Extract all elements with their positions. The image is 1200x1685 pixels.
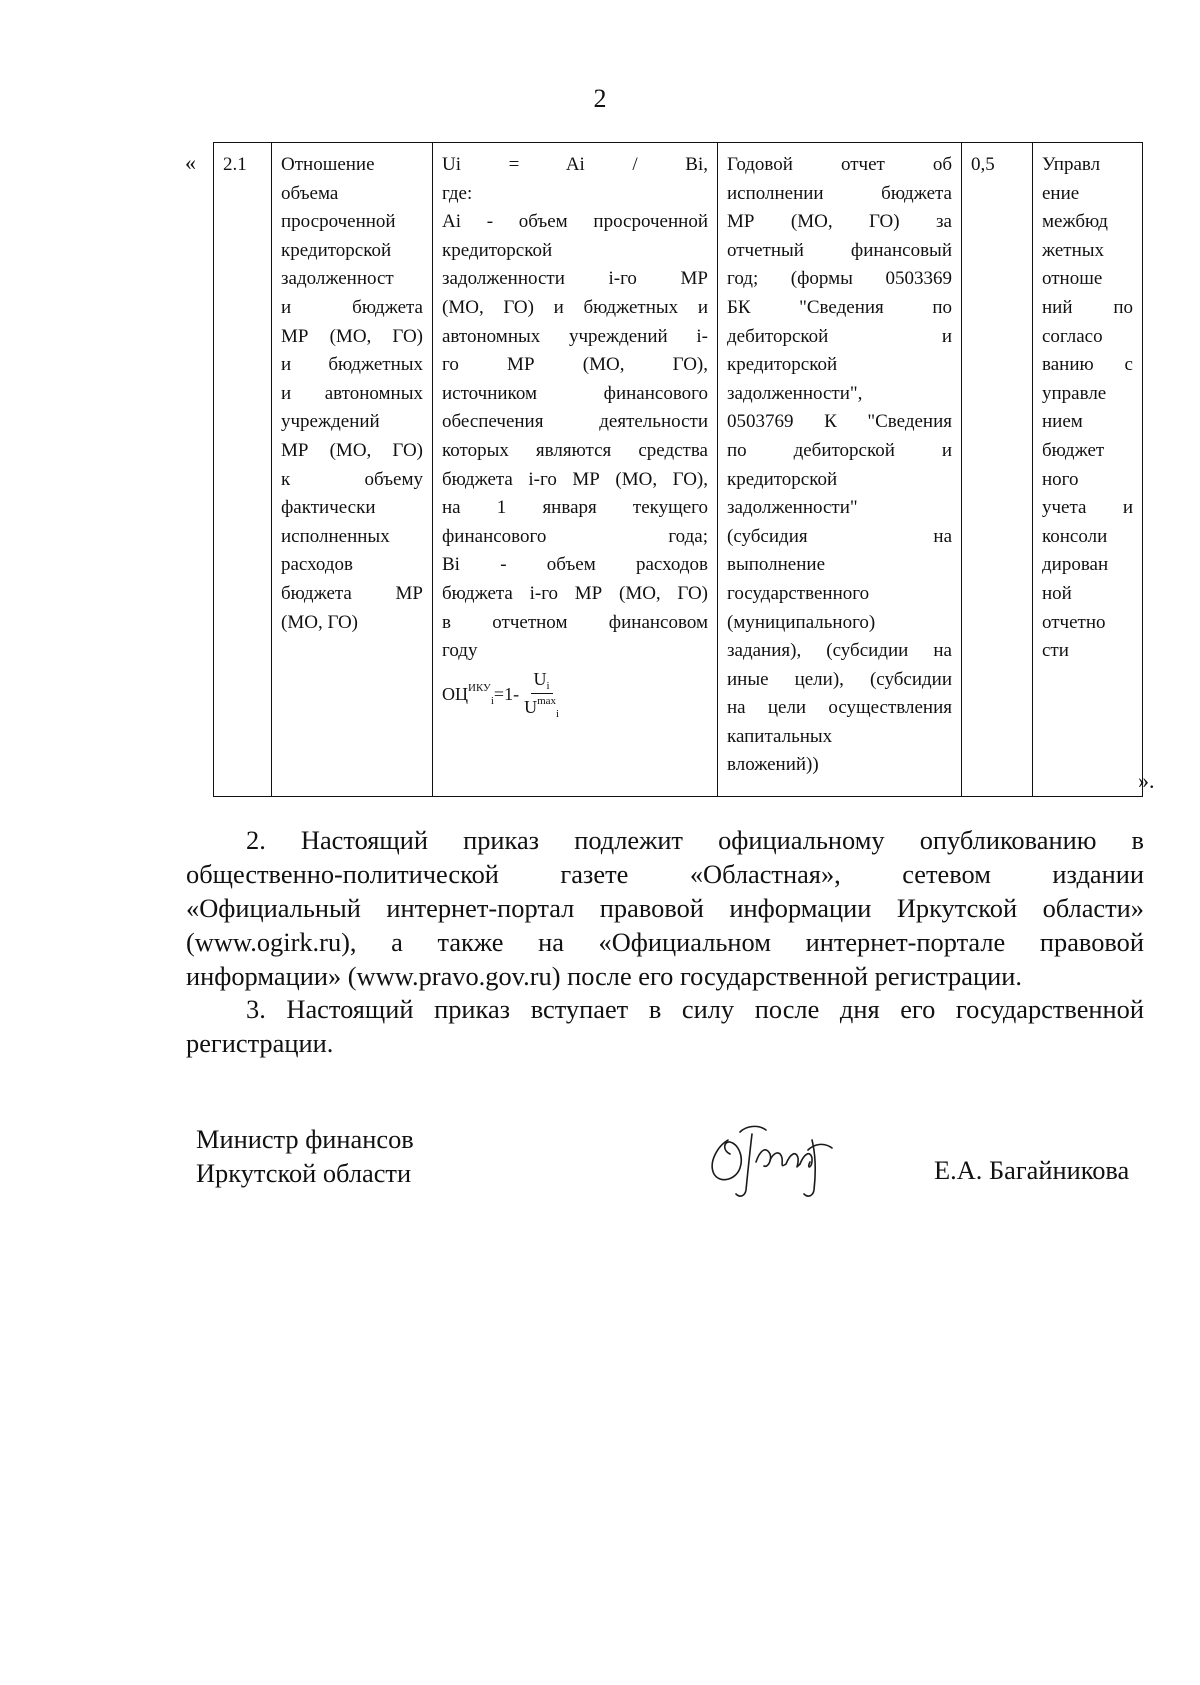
text-line: фактически bbox=[281, 497, 376, 519]
text-line: источником финансового bbox=[442, 382, 708, 404]
text-line: го МР (МО, ГО), bbox=[442, 354, 708, 376]
text-line: которых являются средства bbox=[442, 439, 708, 461]
text-line: МР (МО, ГО) за bbox=[727, 211, 952, 233]
text-line: задания), (субсидии на bbox=[727, 640, 952, 662]
text-line: где: bbox=[442, 182, 473, 204]
text-line: (www.ogirk.ru), а также на «Официальном интернет-портале правовой bbox=[186, 927, 1144, 957]
formula-fraction bbox=[521, 670, 562, 720]
text-line: году bbox=[442, 640, 478, 662]
text-line: и бюджетных bbox=[281, 354, 423, 376]
text-line: Иркутской области bbox=[196, 1158, 412, 1188]
text-line: кредиторской bbox=[727, 354, 838, 376]
text-line: регистрации. bbox=[186, 1028, 334, 1058]
text-line: бюджета МР bbox=[281, 582, 423, 604]
text-line: по дебиторской и bbox=[727, 439, 952, 461]
text-line: Bi - объем расходов bbox=[442, 554, 708, 576]
text-line: в отчетном финансовом bbox=[442, 611, 708, 633]
text-line: учета и bbox=[1042, 497, 1133, 519]
criterion-source bbox=[718, 143, 962, 797]
text-line: объема bbox=[281, 182, 339, 204]
text-line: консоли bbox=[1042, 525, 1108, 547]
text-line: государственного bbox=[727, 582, 870, 604]
text-line: МР (МО, ГО) bbox=[281, 439, 423, 461]
table-row bbox=[214, 143, 1143, 797]
department-lines bbox=[1042, 151, 1133, 666]
text-line: финансового года; bbox=[442, 525, 708, 547]
text-line: Управл bbox=[1042, 154, 1101, 175]
text-line: и бюджета bbox=[281, 296, 423, 318]
text-line: к объему bbox=[281, 468, 423, 490]
text-line: дебиторской и bbox=[727, 325, 952, 347]
text-line: отчетный финансовый bbox=[727, 239, 952, 261]
criterion-weight: 0,5 bbox=[962, 143, 1033, 797]
text-line: отчетно bbox=[1042, 611, 1106, 633]
text-line: ний по bbox=[1042, 296, 1133, 318]
text-line: 3. Настоящий приказ вступает в силу после дня его государственной bbox=[246, 994, 1144, 1024]
text-line: (МО, ГО) bbox=[281, 611, 359, 633]
text-line: ение bbox=[1042, 182, 1080, 204]
text-line: 0503769 К "Сведения bbox=[727, 411, 952, 433]
text-line: ванию с bbox=[1042, 354, 1133, 376]
text-line: год; (формы 0503369 bbox=[727, 268, 952, 290]
criterion-formula bbox=[433, 143, 718, 797]
text-line: (МО, ГО) и бюджетных и bbox=[442, 296, 708, 318]
text-line: Отношение bbox=[281, 154, 375, 175]
text-line: задолженности i-го МР bbox=[442, 268, 708, 290]
text-line: бюджета i-го МР (МО, ГО), bbox=[442, 468, 708, 490]
text-line: вложений)) bbox=[727, 754, 819, 776]
text-line: Ui = Ai / Bi, bbox=[442, 154, 708, 175]
text-line: на цели осуществления bbox=[727, 697, 952, 719]
text-line: 2. Настоящий приказ подлежит официальному опубликованию в bbox=[246, 825, 1144, 855]
text-line: нием bbox=[1042, 411, 1083, 433]
text-line: автономных учреждений i- bbox=[442, 325, 708, 347]
text-line: выполнение bbox=[727, 554, 826, 576]
formula-equals: =1- bbox=[493, 683, 520, 704]
formula-description-lines bbox=[442, 151, 708, 666]
text-line: бюджет bbox=[1042, 439, 1105, 461]
text-line: МР (МО, ГО) bbox=[281, 325, 423, 347]
text-line: капитальных bbox=[727, 725, 833, 747]
text-line: «Официальный интернет-портал правовой информации Иркутской области» bbox=[186, 893, 1144, 923]
text-line: Ai - объем просроченной bbox=[442, 211, 708, 233]
text-line: общественно-политической газете «Областная», сетевом издании bbox=[186, 859, 1144, 889]
text-line: согласо bbox=[1042, 325, 1103, 347]
text-line: управле bbox=[1042, 382, 1107, 404]
text-line: межбюд bbox=[1042, 211, 1108, 233]
text-line: иные цели), (субсидии bbox=[727, 668, 952, 690]
text-line: и автономных bbox=[281, 382, 423, 404]
text-line: жетных bbox=[1042, 239, 1105, 261]
text-line: бюджета i-го МР (МО, ГО) bbox=[442, 582, 708, 604]
text-line: кредиторской bbox=[281, 239, 392, 261]
text-line: кредиторской bbox=[727, 468, 838, 490]
text-line: учреждений bbox=[281, 411, 380, 433]
criterion-number: 2.1 bbox=[214, 143, 272, 797]
page-number: 2 bbox=[593, 84, 607, 113]
criterion-name bbox=[272, 143, 433, 797]
text-line: сти bbox=[1042, 640, 1069, 662]
text-line: задолженности", bbox=[727, 382, 863, 404]
text-line: Годовой отчет об bbox=[727, 154, 952, 175]
text-line: дирован bbox=[1042, 554, 1109, 576]
text-line: задолженности" bbox=[727, 497, 858, 519]
text-line: ного bbox=[1042, 468, 1079, 490]
text-line: БК "Сведения по bbox=[727, 296, 952, 318]
formula-denominator: $U^{max}_i$ bbox=[524, 694, 560, 720]
source-lines bbox=[727, 151, 952, 780]
opening-quote: « bbox=[185, 150, 196, 175]
formula-expression bbox=[442, 670, 708, 720]
formula-lhs: $ОЦ^{ИКУ}_i$ bbox=[442, 682, 494, 708]
text-line: кредиторской bbox=[442, 239, 553, 261]
handwritten-signature bbox=[700, 1110, 850, 1200]
text-line: исполненных bbox=[281, 525, 390, 547]
text-line: (муниципального) bbox=[727, 611, 876, 633]
criterion-name-lines bbox=[281, 151, 423, 637]
criteria-table bbox=[213, 142, 1143, 797]
signer-name: Е.А. Багайникова bbox=[934, 1155, 1130, 1185]
minister-title bbox=[196, 1122, 414, 1190]
text-line: расходов bbox=[281, 554, 353, 576]
text-line: информации» (www.pravo.gov.ru) после его государственной регистрации. bbox=[186, 961, 1022, 991]
text-line: Министр финансов bbox=[196, 1124, 414, 1154]
criterion-department bbox=[1033, 143, 1143, 797]
text-line: (субсидия на bbox=[727, 525, 952, 547]
text-line: ной bbox=[1042, 582, 1072, 604]
closing-quote: ». bbox=[1138, 768, 1155, 793]
text-line: задолженност bbox=[281, 268, 394, 290]
text-line: исполнении бюджета bbox=[727, 182, 952, 204]
text-line: на 1 января текущего bbox=[442, 497, 708, 519]
text-line: отноше bbox=[1042, 268, 1103, 290]
formula-numerator: $U_i$ bbox=[531, 670, 553, 694]
paragraph-3 bbox=[186, 992, 1144, 1060]
text-line: просроченной bbox=[281, 211, 396, 233]
text-line: обеспечения деятельности bbox=[442, 411, 708, 433]
paragraph-2 bbox=[186, 823, 1144, 993]
